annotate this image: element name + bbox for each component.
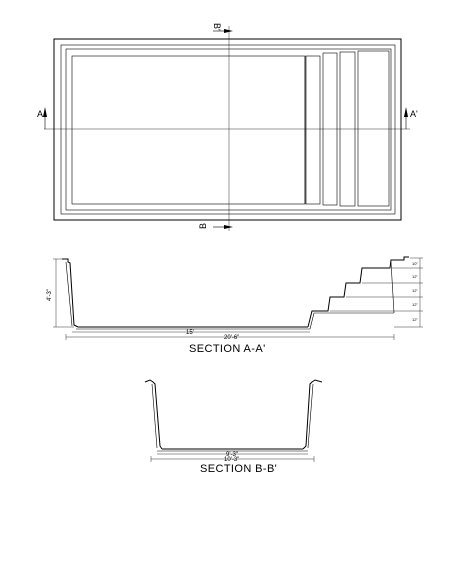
plan-coping-inner-line bbox=[61, 45, 395, 214]
section-aa-left-wall-inner bbox=[66, 262, 72, 326]
section-aa-right-wall bbox=[391, 262, 394, 313]
section-a-right-label: A' bbox=[410, 109, 418, 119]
floor-length-label: 15' bbox=[186, 330, 194, 336]
section-aa-view bbox=[47, 257, 423, 355]
step-riser-label-2: 12" bbox=[412, 274, 418, 279]
section-bb-caption: SECTION B-B' bbox=[200, 463, 278, 475]
section-b-top-label: B' bbox=[212, 23, 222, 31]
plan-step-4 bbox=[358, 51, 389, 206]
step-riser-label-5: 12" bbox=[412, 317, 418, 322]
depth-label: 4'-3" bbox=[47, 289, 53, 301]
section-aa-steps bbox=[308, 257, 409, 327]
plan-steps bbox=[305, 51, 389, 206]
section-aa-caption: SECTION A-A' bbox=[189, 343, 266, 355]
plan-step-1 bbox=[306, 56, 320, 204]
section-bb-view bbox=[145, 380, 322, 475]
plan-pool-floor bbox=[72, 56, 305, 204]
section-a-left-arrow bbox=[43, 107, 47, 117]
section-aa-step-back bbox=[310, 313, 394, 329]
floor-width-label: 9'-3" bbox=[226, 452, 238, 458]
step-riser-label-4: 12" bbox=[412, 302, 418, 307]
section-bb-left-wall bbox=[145, 380, 162, 449]
pool-plan-view bbox=[37, 23, 418, 231]
plan-outer-coping bbox=[54, 39, 401, 220]
overall-length-label: 20'-6" bbox=[224, 335, 240, 341]
section-aa-left-wall bbox=[62, 259, 78, 327]
section-bb-right-wall-inner bbox=[308, 384, 313, 448]
section-b-bottom-arrow bbox=[224, 225, 233, 229]
section-b-top-arrow bbox=[224, 29, 233, 33]
step-riser-label-1: 10" bbox=[412, 261, 418, 266]
plan-pool-wall bbox=[66, 49, 391, 210]
overall-width-label: 10'-3" bbox=[224, 457, 240, 463]
section-a-right-arrow bbox=[404, 107, 408, 117]
section-a-left-label: A bbox=[37, 109, 44, 119]
step-riser-label-3: 12" bbox=[412, 288, 418, 293]
section-b-bottom-label: B bbox=[198, 222, 208, 229]
